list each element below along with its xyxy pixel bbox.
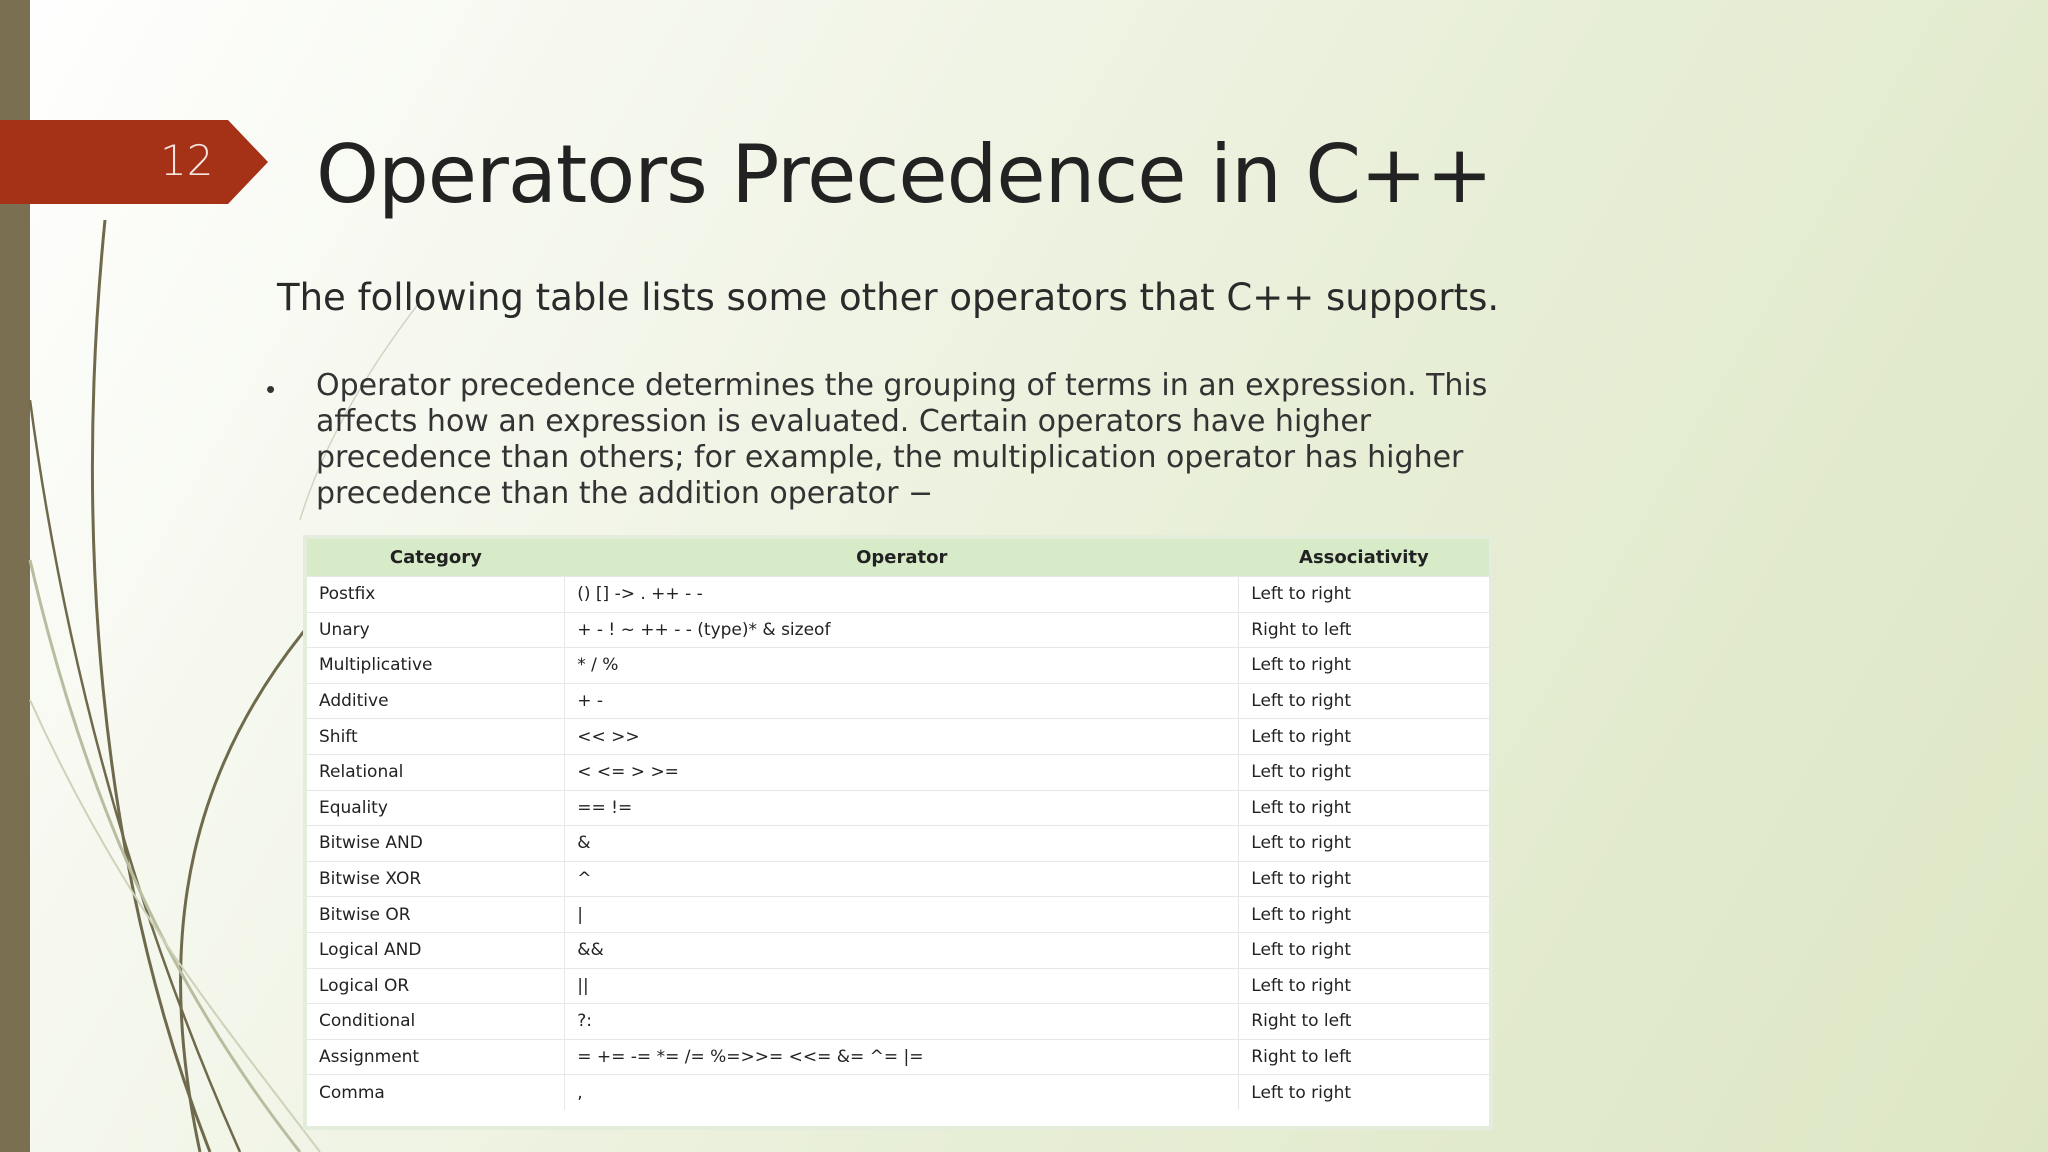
category-cell: Multiplicative — [307, 648, 565, 684]
associativity-cell: Left to right — [1239, 754, 1489, 790]
associativity-cell: Left to right — [1239, 968, 1489, 1004]
slide-number-badge — [0, 120, 268, 204]
operator-cell: () [] -> . ++ - - — [565, 577, 1239, 613]
table-row — [307, 1075, 1489, 1110]
associativity-cell: Right to left — [1239, 612, 1489, 648]
table-row — [307, 683, 1489, 719]
bullet-icon: • — [266, 374, 276, 404]
table-row — [307, 719, 1489, 755]
associativity-cell: Left to right — [1239, 1075, 1489, 1110]
category-cell: Bitwise AND — [307, 826, 565, 862]
table-row — [307, 968, 1489, 1004]
associativity-cell: Left to right — [1239, 861, 1489, 897]
operator-cell: | — [565, 897, 1239, 933]
table-row — [307, 826, 1489, 862]
bullet-text: Operator precedence determines the grouping of terms in an expression. This affects how an expression is evaluated. Certain operators have higher precedence than others; for example, the multiplication operator has higher precedence than the addition operator − — [316, 368, 1488, 511]
operator-cell: & — [565, 826, 1239, 862]
category-cell: Postfix — [307, 577, 565, 613]
operator-cell: << >> — [565, 719, 1239, 755]
category-cell: Assignment — [307, 1039, 565, 1075]
category-cell: Conditional — [307, 1004, 565, 1040]
category-cell: Bitwise OR — [307, 897, 565, 933]
associativity-cell: Left to right — [1239, 790, 1489, 826]
operator-cell: = += -= *= /= %=>>= <<= &= ^= |= — [565, 1039, 1239, 1075]
slide-subtitle: The following table lists some other operators that C++ supports. — [277, 276, 1500, 319]
table-header-row — [307, 539, 1489, 577]
header-category: Category — [307, 539, 565, 577]
operator-cell: == != — [565, 790, 1239, 826]
associativity-cell: Right to left — [1239, 1004, 1489, 1040]
slide-number: 12 — [160, 136, 214, 185]
associativity-cell: Left to right — [1239, 826, 1489, 862]
operator-cell: < <= > >= — [565, 754, 1239, 790]
associativity-cell: Left to right — [1239, 932, 1489, 968]
associativity-cell: Left to right — [1239, 719, 1489, 755]
operator-cell: + - ! ~ ++ - - (type)* & sizeof — [565, 612, 1239, 648]
table-body — [307, 577, 1489, 1110]
operator-cell: && — [565, 932, 1239, 968]
operator-cell: * / % — [565, 648, 1239, 684]
category-cell: Logical AND — [307, 932, 565, 968]
category-cell: Unary — [307, 612, 565, 648]
table-row — [307, 1004, 1489, 1040]
table-row — [307, 612, 1489, 648]
table-row — [307, 648, 1489, 684]
operator-cell: || — [565, 968, 1239, 1004]
precedence-table — [307, 539, 1489, 1110]
associativity-cell: Left to right — [1239, 897, 1489, 933]
category-cell: Additive — [307, 683, 565, 719]
table-row — [307, 932, 1489, 968]
operator-cell: ?: — [565, 1004, 1239, 1040]
table-row — [307, 577, 1489, 613]
table-row — [307, 790, 1489, 826]
operator-cell: + - — [565, 683, 1239, 719]
table-row — [307, 1039, 1489, 1075]
associativity-cell: Right to left — [1239, 1039, 1489, 1075]
operator-cell: , — [565, 1075, 1239, 1110]
table-row — [307, 861, 1489, 897]
table-row — [307, 897, 1489, 933]
category-cell: Shift — [307, 719, 565, 755]
category-cell: Relational — [307, 754, 565, 790]
associativity-cell: Left to right — [1239, 648, 1489, 684]
slide-title: Operators Precedence in C++ — [316, 128, 1493, 221]
category-cell: Bitwise XOR — [307, 861, 565, 897]
category-cell: Equality — [307, 790, 565, 826]
precedence-table-container — [303, 535, 1493, 1130]
table-row — [307, 754, 1489, 790]
operator-cell: ^ — [565, 861, 1239, 897]
header-associativity: Associativity — [1239, 539, 1489, 577]
category-cell: Comma — [307, 1075, 565, 1110]
associativity-cell: Left to right — [1239, 577, 1489, 613]
header-operator: Operator — [565, 539, 1239, 577]
associativity-cell: Left to right — [1239, 683, 1489, 719]
category-cell: Logical OR — [307, 968, 565, 1004]
